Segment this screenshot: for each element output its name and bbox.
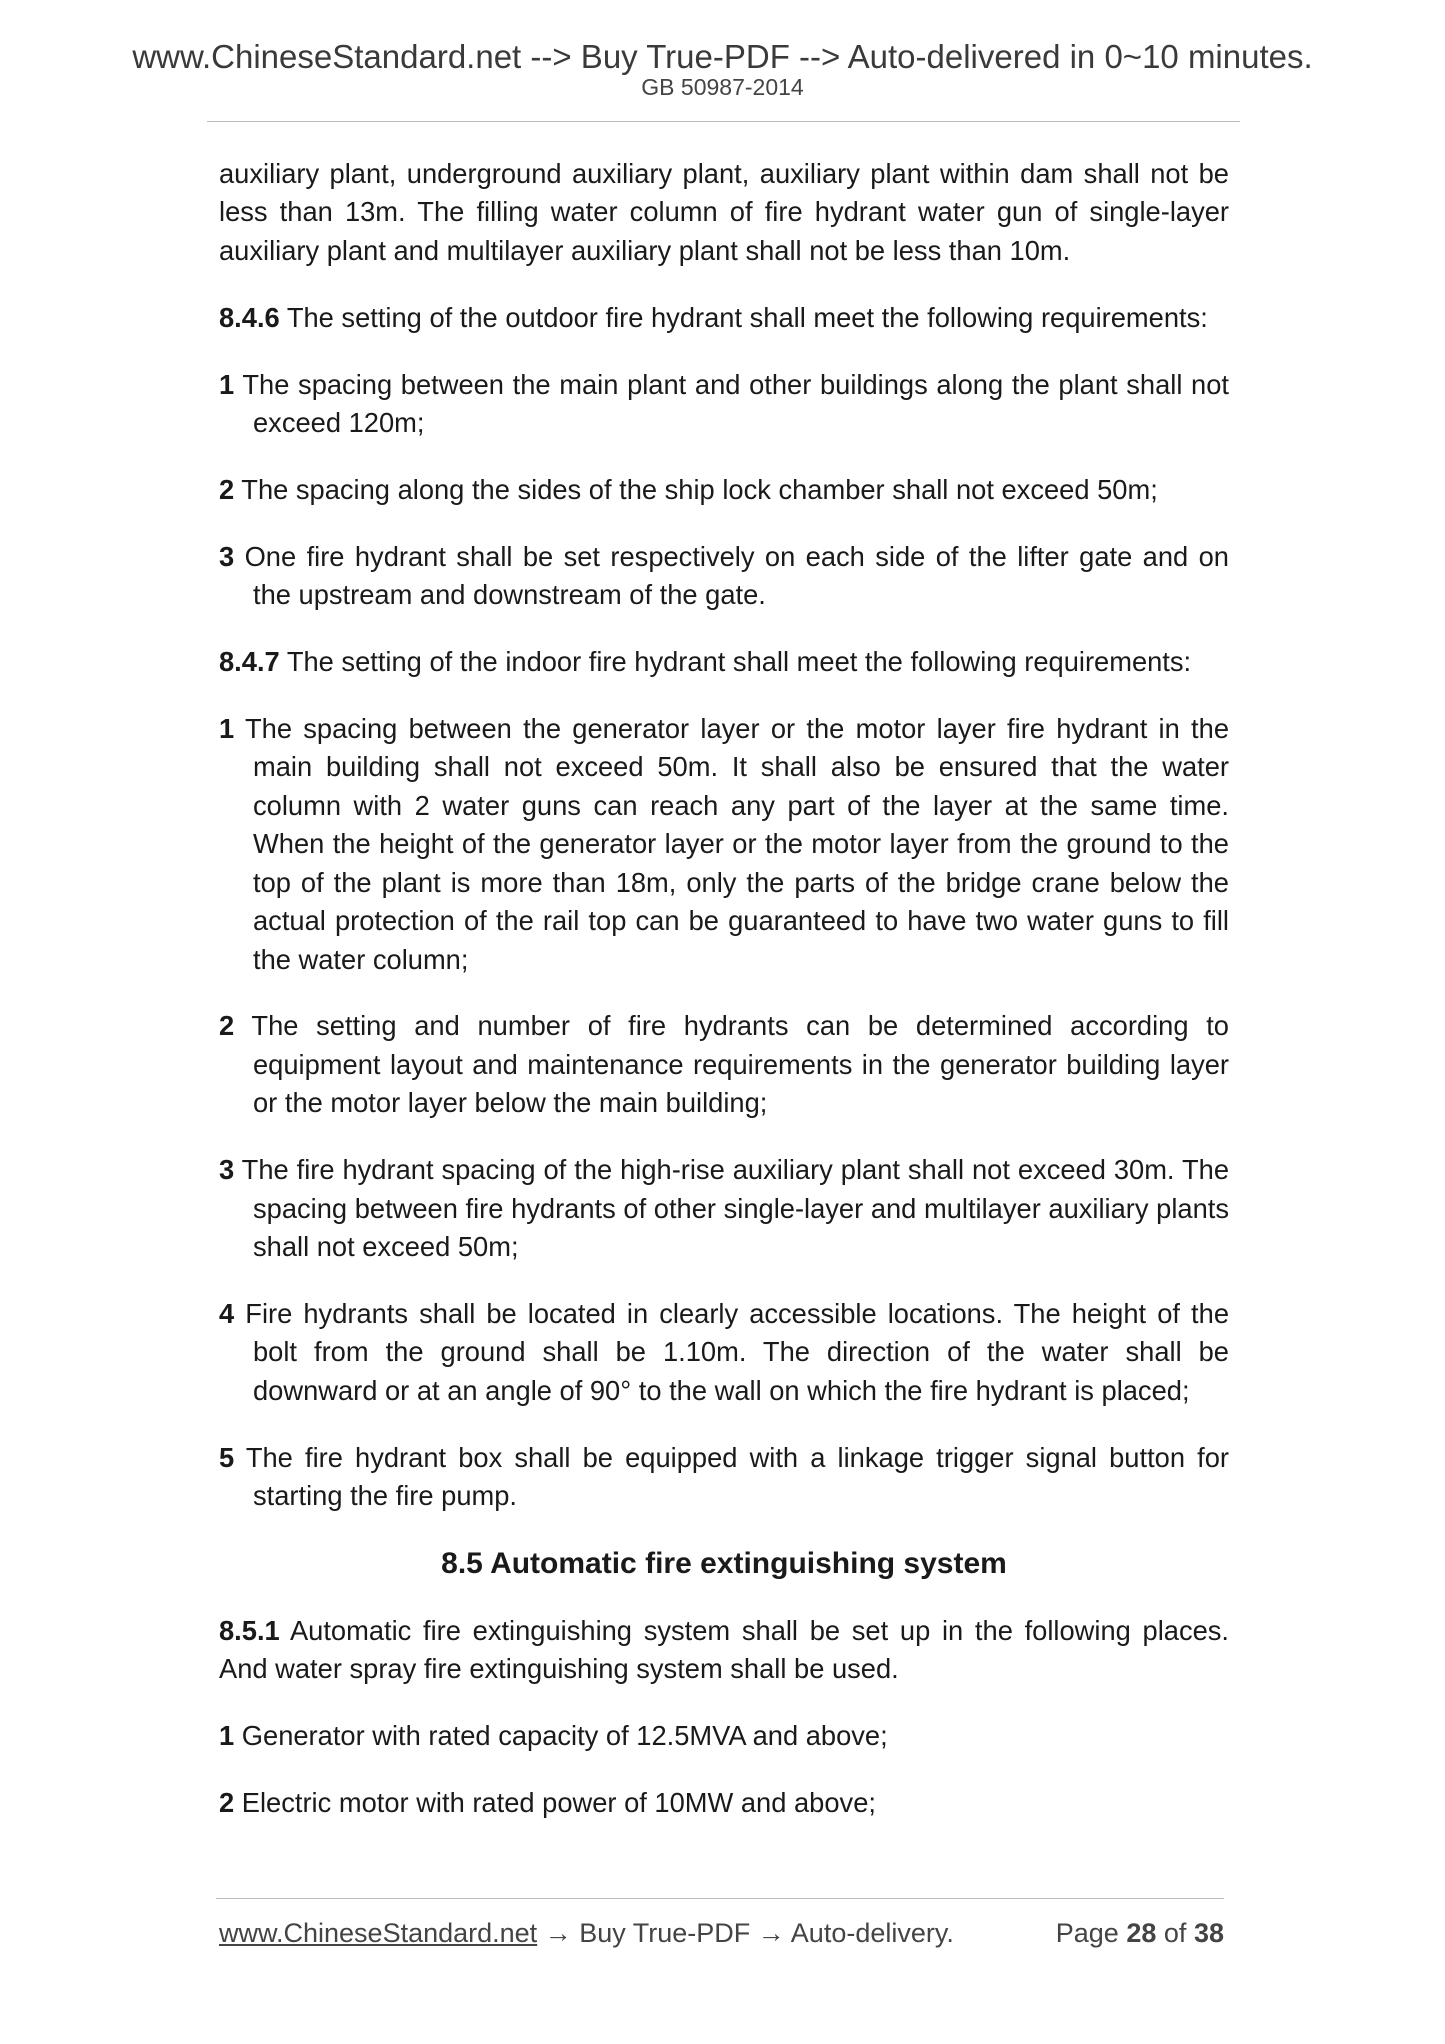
header-divider [207,121,1240,122]
item-text: The spacing between the main plant and other buildings along the plant shall not exceed 120m; [242,368,1230,439]
section-heading-8-5: 8.5 Automatic fire extinguishing system [441,1546,1007,1580]
item-text: The spacing between the generator layer or the motor layer fire hydrant in the main building shall not exceed 50m. It shall also be ensured that the water column with 2 water guns can reach any part of the layer at the same time. When the height of the generator layer or the motor layer from the ground to the top of the plant is more than 18m, only the parts of the bridge crane below the actual protection of the rail top can be guaranteed to have two water guns to fill the water column; [244,713,1230,975]
list-item [219,1295,1229,1410]
page-label: Page [1055,1918,1119,1948]
clause-text: Automatic fire extinguishing system shall be set up in the following places. And water spray fire extinguishing system shall be used. [219,1614,1230,1685]
promo-banner[interactable]: www.ChineseStandard.net --> Buy True-PDF --> Auto-delivered in 0~10 minutes. [132,38,1313,75]
item-text: Generator with rated capacity of 12.5MVA and above; [241,1720,888,1752]
page-current: 28 [1126,1918,1157,1948]
arrow-right-icon: → [757,1918,785,1948]
footer-buy-link[interactable]: Buy True-PDF [579,1918,751,1948]
list-item [219,1151,1229,1266]
clause-text: The setting of the outdoor fire hydrant shall meet the following requirements: [286,301,1208,333]
clause-8-4-6 [219,299,1229,337]
arrow-right-icon: → [544,1918,572,1948]
item-number: 4 [219,1297,235,1329]
clause-number: 8.4.6 [219,301,280,333]
item-number: 1 [219,713,235,745]
list-item [219,366,1229,443]
page-number [1056,1918,1224,1949]
item-number: 2 [219,473,235,505]
item-number: 5 [219,1441,235,1473]
clause-number: 8.4.7 [219,646,280,678]
item-text: The spacing along the sides of the ship lock chamber shall not exceed 50m; [241,473,1158,505]
footer-links [219,1918,954,1949]
clause-8-5-1 [219,1612,1229,1689]
page-total: 38 [1193,1918,1224,1948]
list-item [219,471,1229,509]
item-number: 2 [219,1787,235,1819]
item-text: The fire hydrant box shall be equipped with a linkage trigger signal button for starting the fire pump. [245,1441,1230,1511]
page-content [219,155,1229,1851]
item-text: Fire hydrants shall be located in clearly accessible locations. The height of the bolt from the ground shall be 1.10m. The direction of the water shall be downward or at an angle of 90° to the wall on which the fire hydrant is placed; [245,1297,1229,1406]
item-number: 1 [219,1720,235,1752]
standard-code: GB 50987-2014 [641,74,804,100]
clause-number: 8.5.1 [219,1614,280,1646]
list-item [219,1439,1229,1516]
of-label: of [1163,1918,1187,1948]
item-number: 1 [219,368,235,400]
item-number: 2 [219,1010,235,1042]
item-text: Electric motor with rated power of 10MW and above; [241,1787,876,1819]
item-number: 3 [219,540,235,572]
clause-8-4-7 [219,643,1229,681]
list-item [219,538,1229,615]
list-item [219,1007,1229,1122]
item-text: The setting and number of fire hydrants can be determined according to equipment layout and maintenance requirements in the generator building layer or the motor layer below the main building; [251,1010,1229,1119]
item-text: One fire hydrant shall be set respectively on each side of the lifter gate and on the upstream and downstream of the gate. [244,540,1229,611]
clause-text: The setting of the indoor fire hydrant shall meet the following requirements: [286,646,1192,678]
list-item [219,1784,1229,1822]
footer-divider [216,1898,1224,1899]
item-number: 3 [219,1154,235,1186]
list-item [219,710,1229,979]
item-text: The fire hydrant spacing of the high-rise auxiliary plant shall not exceed 30m. The spacing between fire hydrants of other single-layer and multilayer auxiliary plants shall not exceed 50m; [241,1154,1229,1262]
intro-paragraph: auxiliary plant, underground auxiliary plant, auxiliary plant within dam shall not be less than 13m. The filling water column of fire hydrant water gun of single-layer auxiliary plant and multilayer auxiliary plant shall not be less than 10m. [219,158,1229,266]
footer-delivery-text: Auto-delivery. [790,1918,954,1948]
list-item [219,1717,1229,1755]
footer-site-link[interactable]: www.ChineseStandard.net [219,1918,538,1948]
